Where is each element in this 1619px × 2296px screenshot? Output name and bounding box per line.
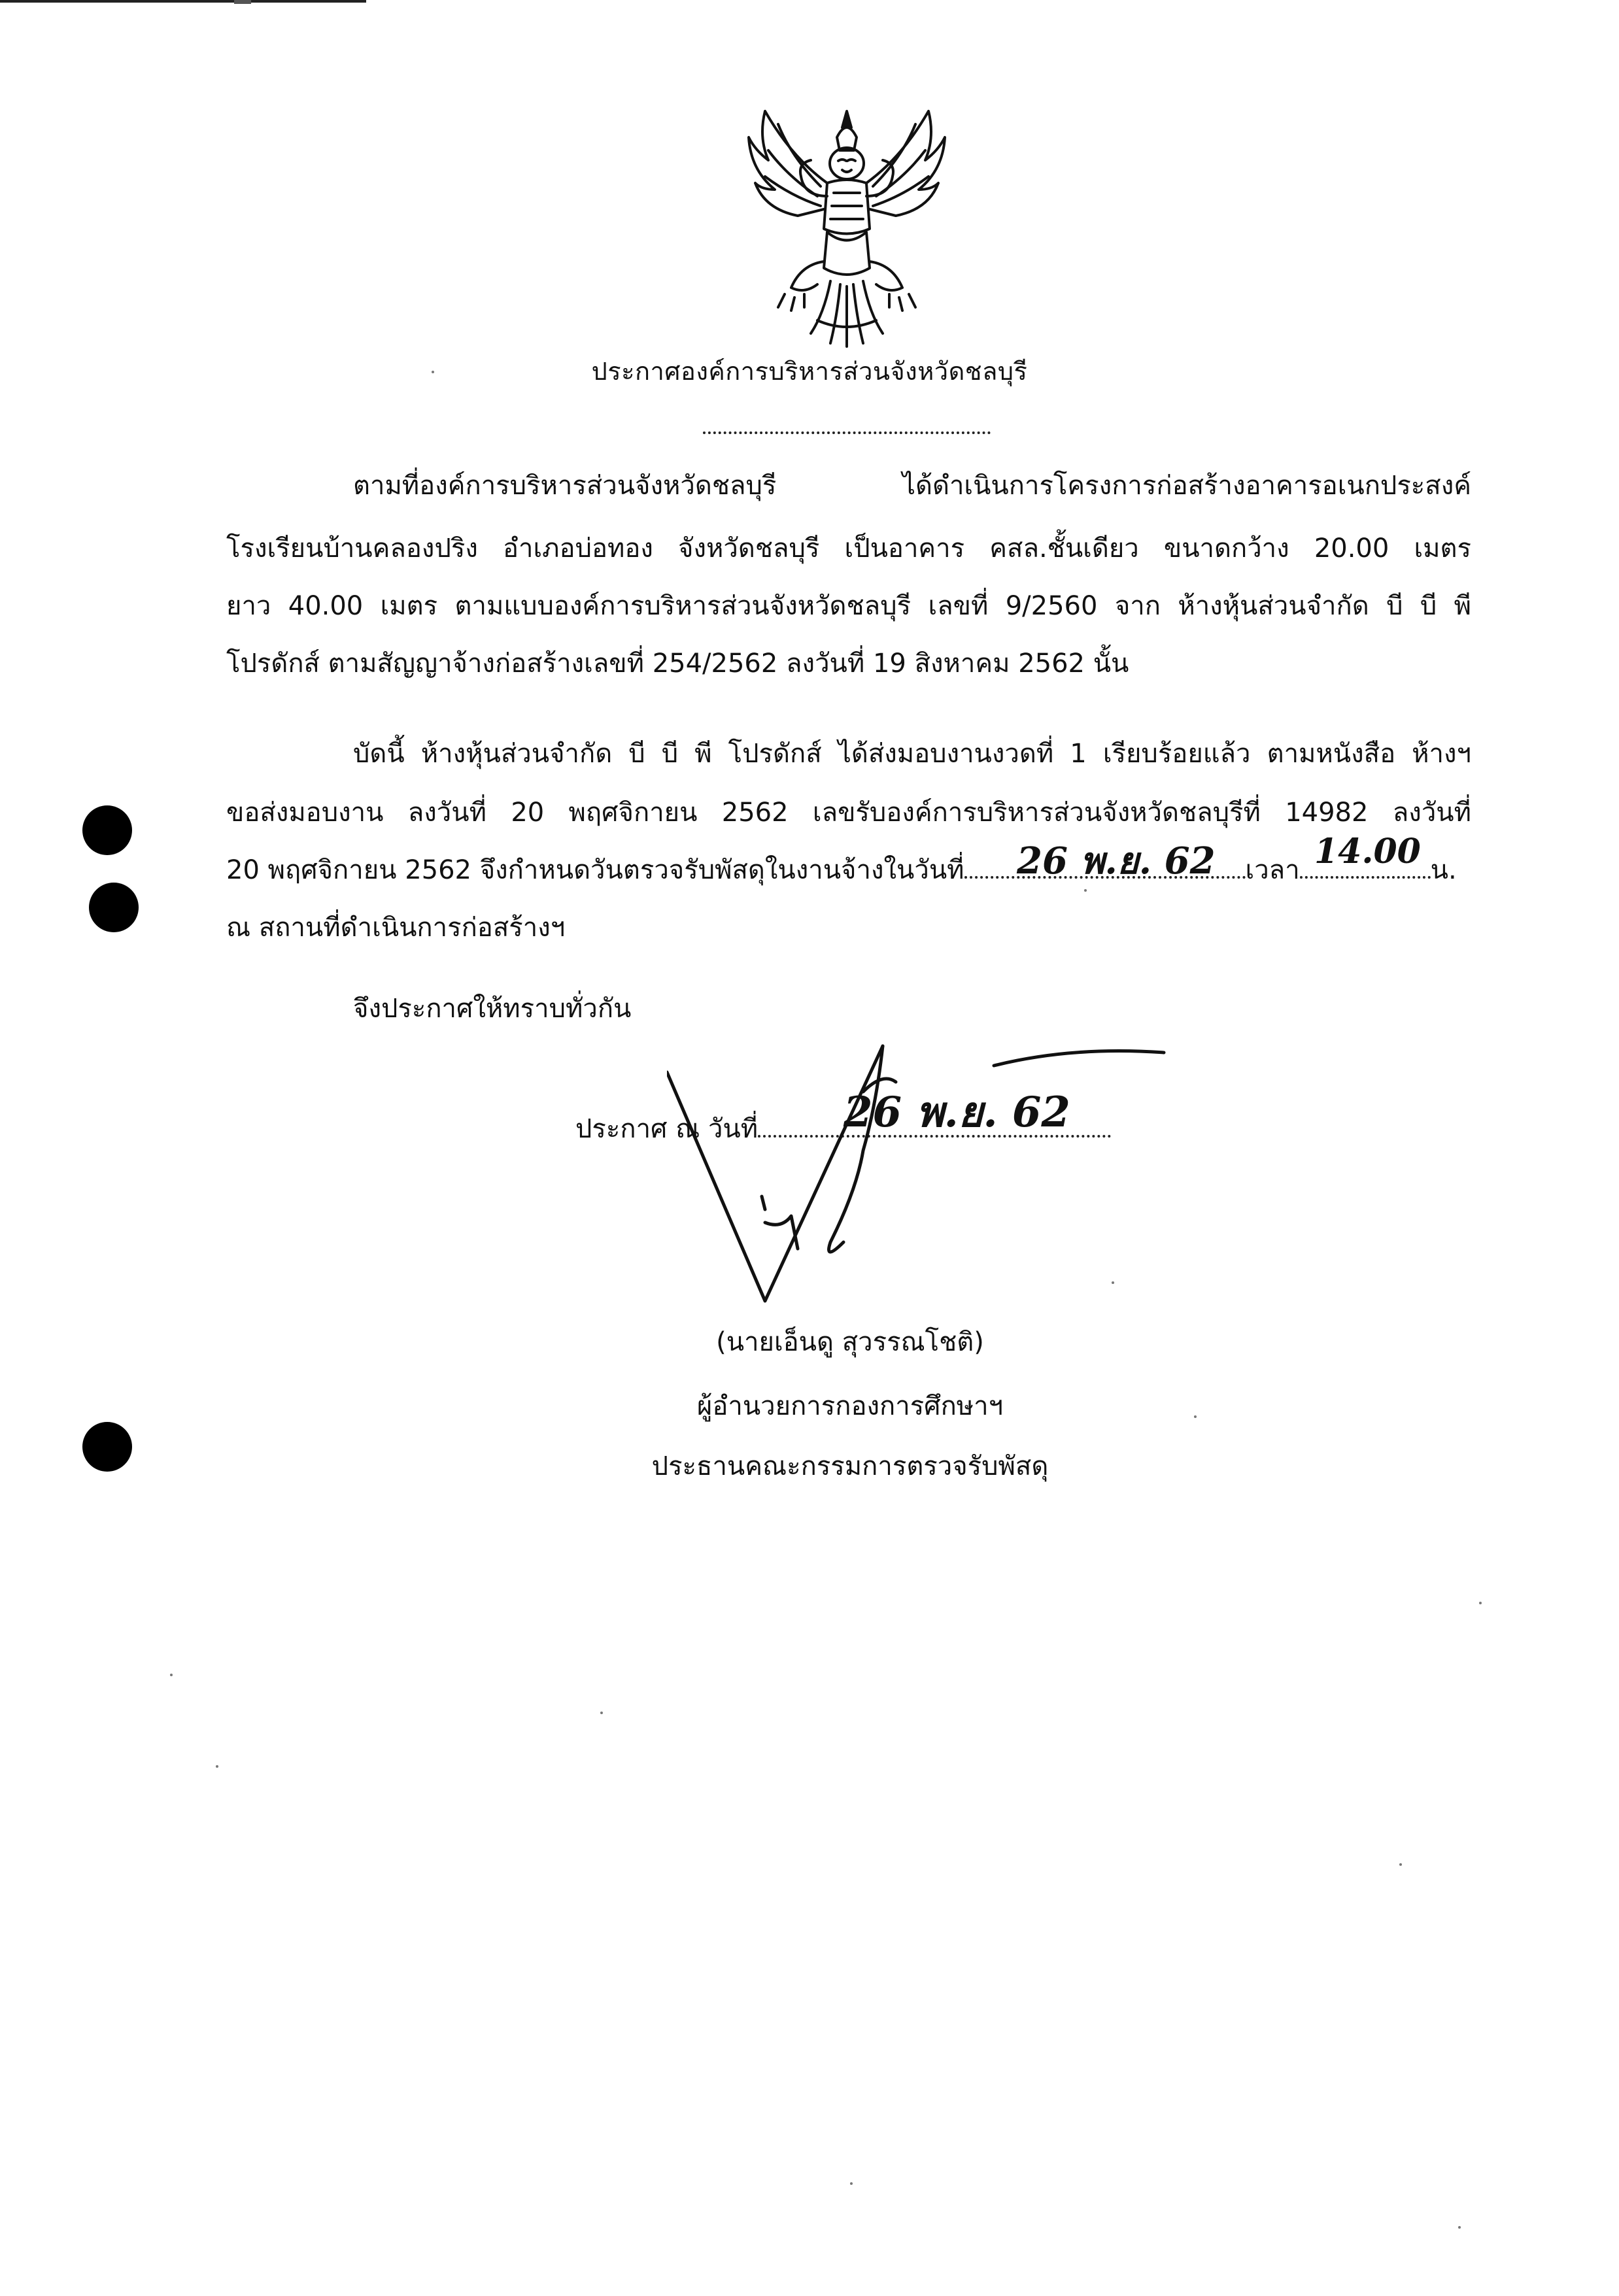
garuda-emblem-icon (739, 98, 955, 353)
para1-line2: โรงเรียนบ้านคลองปริง อำเภอบ่อทอง จังหวัดชลบุรี เป็นอาคาร คสล.ชั้นเดียว ขนาดกว้าง 20.00 เมตร (226, 533, 1471, 564)
scan-speck (1112, 1281, 1114, 1284)
signatory-position-2: ประธานคณะกรรมการตรวจรับพัสดุ (651, 1451, 1049, 1481)
handwritten-inspection-time: 14.00 (1314, 832, 1421, 871)
para1-line4: โปรดักส์ ตามสัญญาจ้างก่อสร้างเลขที่ 254/2562 ลงวันที่ 19 สิงหาคม 2562 นั้น (226, 649, 1129, 679)
punch-hole-middle (89, 883, 139, 932)
scan-speck (1194, 1415, 1197, 1418)
punch-hole-top (82, 805, 132, 855)
handwritten-announce-date: 26 พ.ย. 62 (844, 1088, 1070, 1137)
para2-line3 (226, 849, 1457, 890)
scan-speck (1084, 889, 1087, 892)
scan-speck (1399, 1863, 1402, 1866)
time-label: เวลา (1245, 855, 1300, 885)
scan-speck (170, 1674, 173, 1676)
scan-speck (600, 1712, 603, 1714)
scan-speck (850, 2182, 853, 2185)
handwritten-inspection-date: 26 พ.ย. 62 (1017, 839, 1216, 883)
scan-speck (216, 1765, 218, 1768)
signatory-position-1: ผู้อำนวยการกองการศึกษาฯ (696, 1391, 1004, 1421)
scan-edge-line (0, 0, 366, 3)
scan-speck (1479, 1602, 1482, 1604)
para2-line3-prefix: 20 พฤศจิกายน 2562 จึงกำหนดวันตรวจรับพัสดุในงานจ้างในวันที่ (226, 855, 964, 885)
scan-speck (432, 371, 434, 373)
scan-edge-mark (234, 0, 251, 4)
para1-line1: ตามที่องค์การบริหารส่วนจังหวัดชลบุรี ได้ดำเนินการโครงการก่อสร้างอาคารอเนกประสงค์ (353, 471, 1471, 501)
announce-date-label: ประกาศ ณ วันที่ (575, 1114, 758, 1144)
para1-line3: ยาว 40.00 เมตร ตามแบบองค์การบริหารส่วนจังหวัดชลบุรี เลขที่ 9/2560 จาก ห้างหุ้นส่วนจำกัด บี บี พี (226, 591, 1471, 621)
scan-speck (1458, 2226, 1461, 2229)
para2-line1: บัดนี้ ห้างหุ้นส่วนจำกัด บี บี พี โปรดักส์ ได้ส่งมอบงานงวดที่ 1 เรียบร้อยแล้ว ตามหนังสือ ห้างฯ (353, 739, 1471, 769)
closing-text: จึงประกาศให้ทราบทั่วกัน (353, 994, 632, 1024)
page-title: ประกาศองค์การบริหารส่วนจังหวัดชลบุรี (591, 357, 1028, 386)
punch-hole-bottom (82, 1422, 132, 1472)
signatory-name: (นายเอ็นดู สุวรรณโชติ) (716, 1327, 984, 1357)
title-dotted-line (703, 418, 991, 434)
para2-line4: ณ สถานที่ดำเนินการก่อสร้างฯ (226, 913, 566, 943)
time-unit: น. (1430, 855, 1457, 885)
para2-line2: ขอส่งมอบงาน ลงวันที่ 20 พฤศจิกายน 2562 เลขรับองค์การบริหารส่วนจังหวัดชลบุรีที่ 14982 ลงวันที่ (226, 798, 1471, 828)
